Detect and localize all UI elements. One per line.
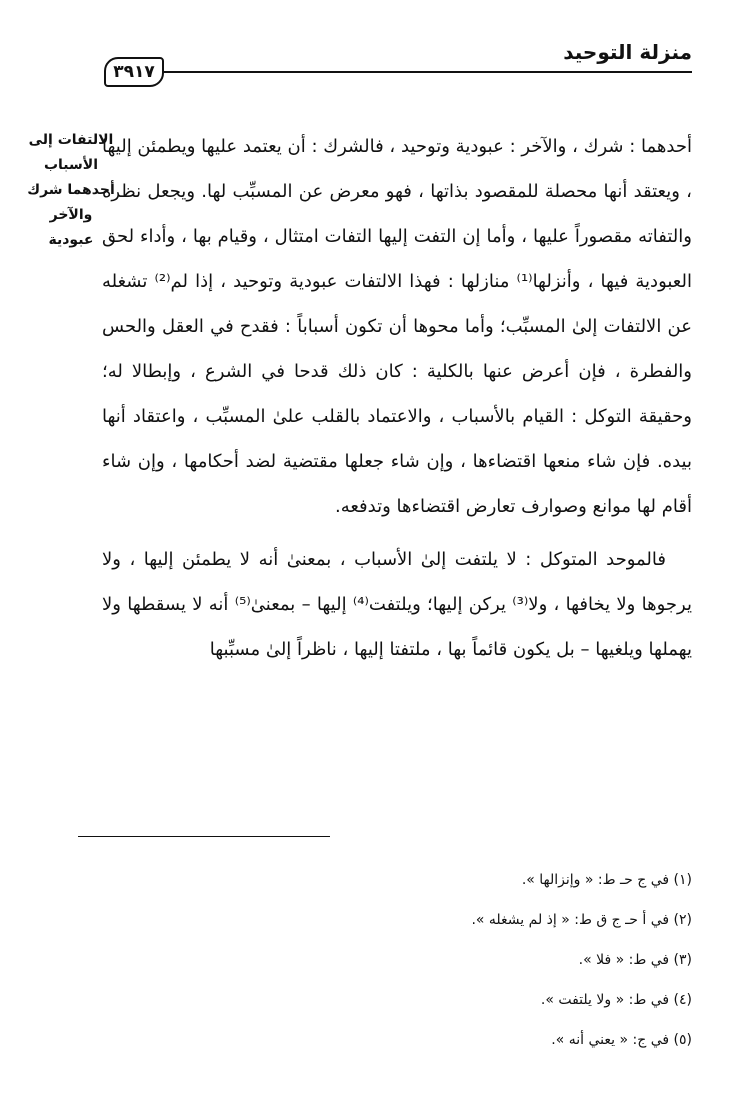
footnote-1: (١) في ج حـ ط: « وإنزالها ». (521, 872, 692, 888)
page-number-badge: ٣٩١٧ (104, 57, 164, 87)
running-header-title: منزلة التوحيد (563, 40, 692, 64)
paragraph-1: أحدهما : شرك ، والآخر : عبودية وتوحيد ، فالشرك : أن يعتمد عليها ويطمئن إليها ، ويعتقد أنها محصلة للمقصود بذاتها ، فهو معرض عن المسبِّب لها. ويجعل نظره والتفاته مقصوراً عليها ، وأما إن التفت إليها التفات امتثال ، وقيام بها ، وأداء لحق العبودية فيها ، وأنزلها⁽¹⁾ منازلها : فهذا الالتفات عبودية وتوحيد ، إذا لم⁽²⁾ تشغله عن الالتفات إلىٰ المسبِّب؛ وأما محوها أن تكون أسباباً : فقدح في العقل والحس والفطرة ، فإن أعرض عنها بالكلية : كان ذلك قدحا في الشرع ، وإبطالا له؛ وحقيقة التوكل : القيام بالأسباب ، والاعتماد بالقلب علىٰ المسبِّب ، واعتقاد أنها بيده. فإن شاء منعها اقتضاءها ، وإن شاء جعلها مقتضية لضد أحكامها ، وإن شاء أقام لها موانع وصوارف تعارض اقتضاءها وتدفعه. (102, 136, 692, 517)
footnote-4: (٤) في ط: « ولا يلتفت ». (540, 992, 692, 1008)
footnote-3: (٣) في ط: « فلا ». (578, 952, 692, 968)
footnote-5: (٥) في ج: « يعني أنه ». (551, 1032, 692, 1048)
paragraph-2: فالموحد المتوكل : لا يلتفت إلىٰ الأسباب ، بمعنىٰ أنه لا يطمئن إليها ، ولا يرجوها ولا يخافها ، ولا⁽³⁾ يركن إليها؛ ويلتفت⁽⁴⁾ إليها – بمعنىٰ⁽⁵⁾ أنه لا يسقطها ولا يهملها ويلغيها – بل يكون قائماً بها ، ملتفتا إليها ، ناظراً إلىٰ مسبِّبها (102, 549, 692, 660)
footnotes (92, 860, 692, 1060)
footnote-2: (٢) في أ حـ ج ق ط: « إذ لم يشغله ». (471, 912, 692, 928)
margin-note: الالتفات إلى الأسباب أحدهما شرك والآخر عبودية (27, 132, 115, 248)
main-text (102, 124, 692, 672)
footnote-separator (78, 836, 330, 837)
header-rule (160, 71, 692, 73)
